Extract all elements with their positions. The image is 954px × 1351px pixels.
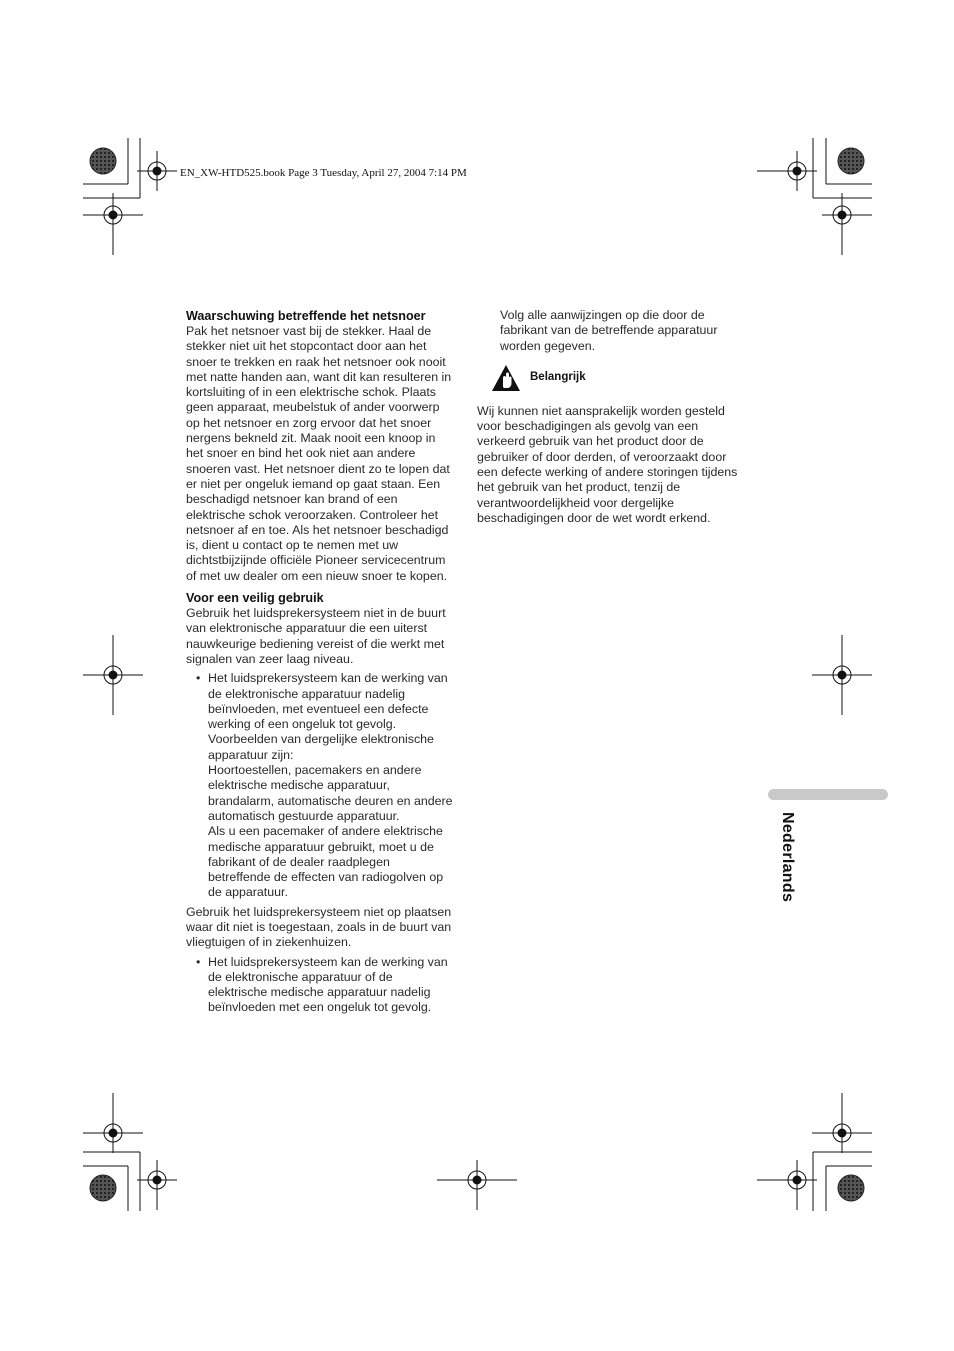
liability-disclaimer: Wij kunnen niet aansprakelijk worden gesteld voor beschadigingen als gevolg van een verkeerd gebruik van het product door de gebruiker of door derden, of veroorzaakt door een defecte werking of andere storingen tijdens het gebruik van het product, tenzij de verantwoordelijkheid voor dergelijke beschadigingen door de wet wordt erkend. <box>477 403 738 525</box>
section-heading-power-cord: Waarschuwing betreffende het netsnoer <box>186 309 426 323</box>
section-body-power-cord: Pak het netsnoer vast bij de stekker. Haal de stekker niet uit het stopcontact door aan het snoer te trekken en raak het netsnoer ook nooit met natte handen aan, want dit kan resulteren in kortsluiting of in een elektrische schok. Plaats geen apparaat, meubelstuk of ander voorwerp op het netsnoer en zorg ervoor dat het snoer nergens bekneld zit. Maak nooit een knoop in het snoer en bind het ook niet aan andere snoeren vast. Het netsnoer dient zo te lopen dat er niet per ongeluk iemand op gaat staan. Een beschadigd netsnoer kan brand of een elektrische schok veroorzaken. Controleer het netsnoer af en toe. Als het netsnoer beschadigd is, dient u contact op te nemen met uw dichtstbijzijnde officiële Pioneer servicecentrum of met uw dealer om een nieuw snoer te kopen. <box>186 324 452 583</box>
important-label: Belangrijk <box>530 371 586 384</box>
important-notice <box>491 364 745 392</box>
left-column <box>186 308 454 1020</box>
bullet-item: • Het luidsprekersysteem kan de werking van de elektronische apparatuur of de elektrische medische apparatuur nadelig beïnvloeden met een ongeluk tot gevolg. <box>208 955 454 1016</box>
bullet-text: Als u een pacemaker of andere elektrische medische apparatuur gebruikt, moet u de fabrikant of de dealer raadplegen betreffende de effecten van radiogolven op de apparatuur. <box>208 824 444 900</box>
instructions-note: Volg alle aanwijzingen op die door de fabrikant van de betreffende apparatuur worden gegeven. <box>500 308 718 353</box>
warning-hand-icon <box>491 364 521 392</box>
section-heading-safe-use: Voor een veilig gebruik <box>186 591 324 606</box>
bullet-list-2 <box>186 955 454 1016</box>
right-column <box>477 308 745 526</box>
language-tab-label: Nederlands <box>779 812 796 903</box>
safe-use-middle: Gebruik het luidsprekersysteem niet op plaatsen waar dit niet is toegestaan, zoals in de buurt van vliegtuigen of in ziekenhuizen. <box>186 904 452 950</box>
safe-use-intro: Gebruik het luidsprekersysteem niet in de buurt van elektronische apparatuur die een uiterst nauwkeurige bediening vereist of die werkt met signalen van zeer laag niveau. <box>186 606 446 666</box>
bullet-item <box>208 671 454 900</box>
print-file-info: EN_XW-HTD525.book Page 3 Tuesday, April 27, 2004 7:14 PM <box>180 167 467 179</box>
bullet-text: • Het luidsprekersysteem kan de werking van de elektronische apparatuur nadelig beïnvloeden, met eventueel een defecte werking of een ongeluk tot gevolg. Voorbeelden van dergelijke elektronische apparatuur zijn: <box>208 671 448 762</box>
bullet-text: Hoortoestellen, pacemakers en andere elektrische medische apparatuur, brandalarm, automatische deuren en andere automatisch gestuurde apparatuur. <box>208 763 453 823</box>
language-tab-bar <box>768 789 888 800</box>
bullet-list-1 <box>186 671 454 900</box>
